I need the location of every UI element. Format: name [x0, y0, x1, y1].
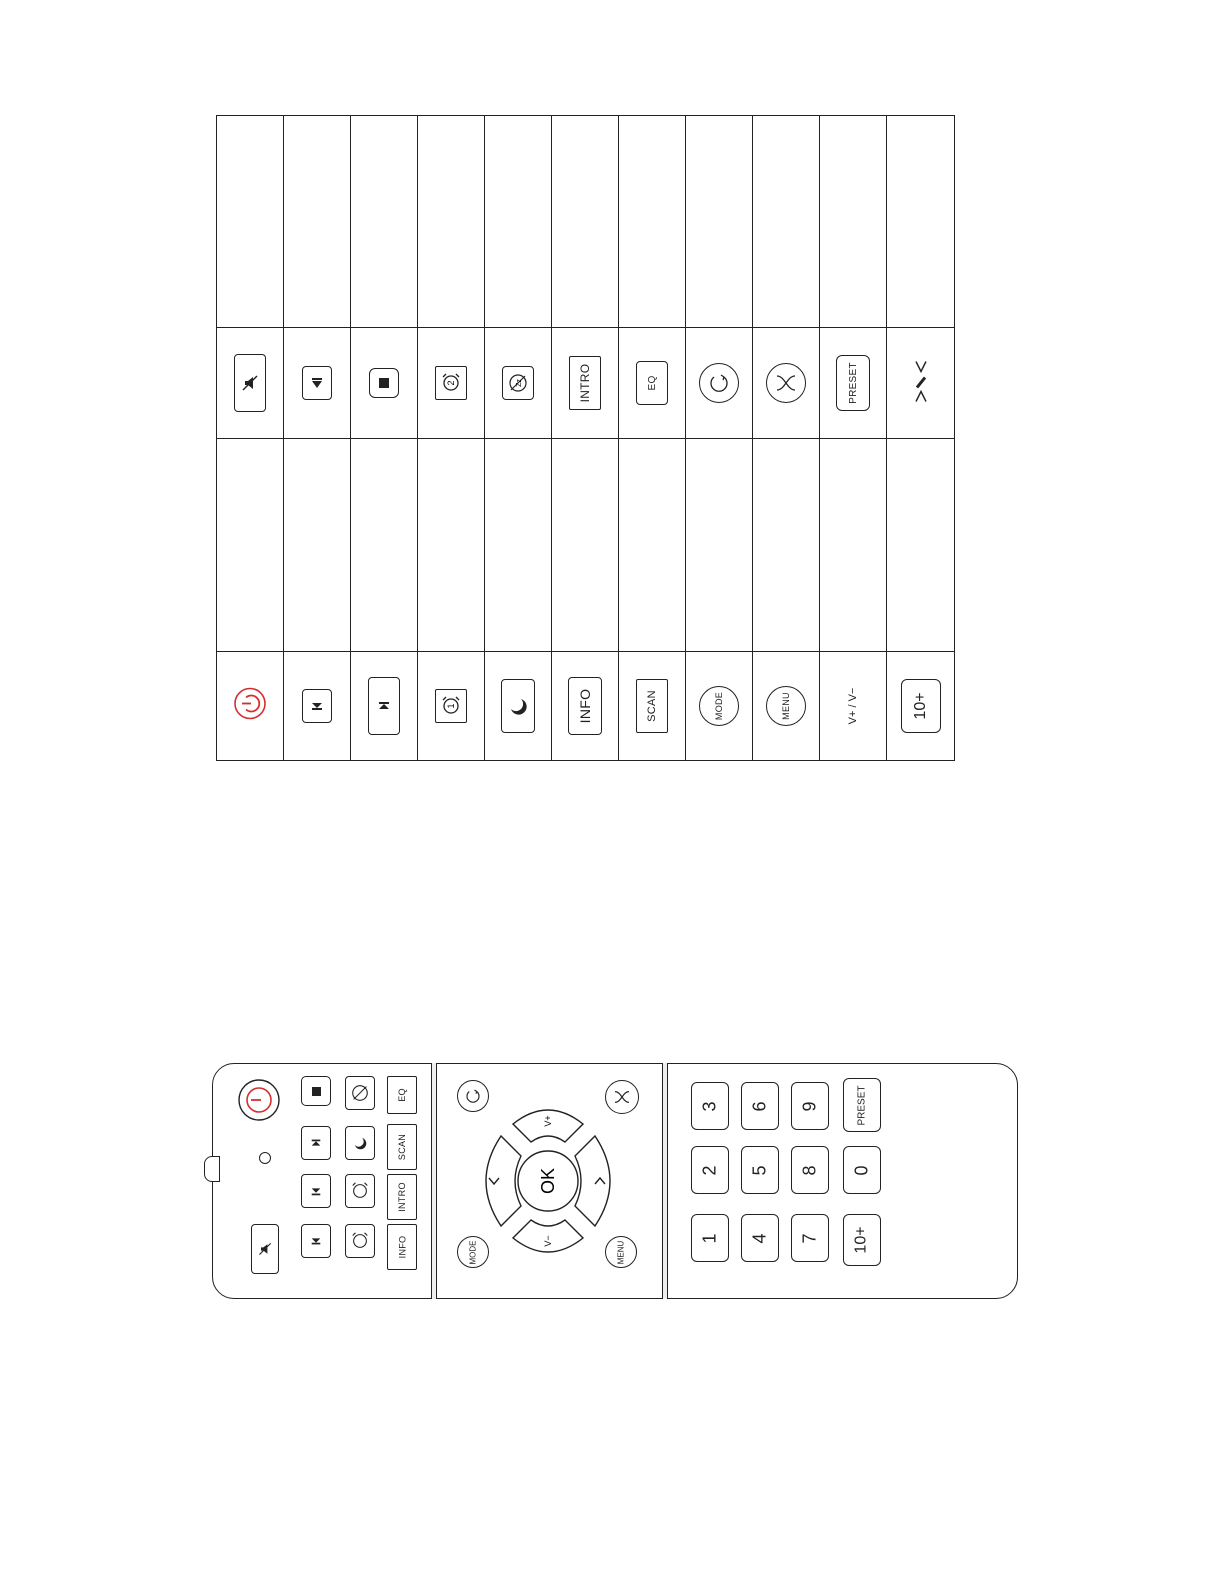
remote-divider — [431, 1063, 437, 1299]
table-column — [886, 115, 955, 760]
desc-cell — [350, 438, 418, 652]
skip-forward-icon — [368, 677, 400, 735]
snooze-label: Zz — [516, 379, 523, 387]
remote-scan-button[interactable] — [387, 1124, 417, 1170]
desc-cell — [283, 438, 351, 652]
remote-intro-button[interactable] — [387, 1174, 417, 1220]
alarm-2-label: 2 — [446, 380, 456, 386]
remote-info-label: INFO — [396, 1235, 407, 1259]
icon-cell — [350, 651, 418, 761]
icon-cell — [886, 651, 955, 761]
desc-cell — [618, 115, 686, 328]
dpad-right[interactable] — [575, 1136, 610, 1226]
remote-led — [259, 1152, 271, 1164]
icon-cell — [685, 651, 753, 761]
remote-vminus-label: V− — [543, 1235, 553, 1247]
desc-cell — [216, 438, 284, 652]
preset-key[interactable]: PRESET — [843, 1078, 881, 1132]
icon-cell — [417, 327, 485, 439]
desc-cell — [819, 115, 887, 328]
remote-eq-label: EQ — [396, 1088, 407, 1102]
icon-cell — [283, 327, 351, 439]
desc-cell — [752, 115, 820, 328]
desc-cell — [551, 115, 619, 328]
remote-skip-back-button[interactable] — [301, 1224, 331, 1258]
remote-alarm-1-button[interactable] — [345, 1224, 375, 1258]
num-key-9[interactable]: 9 — [791, 1082, 829, 1130]
desc-cell — [350, 115, 418, 328]
desc-cell — [484, 438, 552, 652]
remote-skip-forward-button[interactable] — [301, 1126, 331, 1160]
ten-plus-key[interactable]: 10+ — [843, 1214, 881, 1266]
menu-label: MENU — [781, 692, 791, 720]
remote-divider — [662, 1063, 668, 1299]
alarm-1-label: 1 — [446, 703, 456, 709]
desc-cell — [417, 438, 485, 652]
num-key-0[interactable]: 0 — [843, 1146, 881, 1194]
desc-cell — [618, 438, 686, 652]
table-column — [752, 115, 820, 760]
remote-play-pause-button[interactable] — [301, 1174, 331, 1208]
ten-plus-key — [901, 679, 941, 733]
desc-cell — [283, 115, 351, 328]
repeat-icon — [699, 363, 739, 403]
volume-label: V+ / V− — [847, 687, 859, 725]
num-key-5[interactable]: 5 — [741, 1146, 779, 1194]
remote-dpad[interactable] — [473, 1096, 623, 1266]
icon-cell — [685, 327, 753, 439]
num-key-7[interactable]: 7 — [791, 1214, 829, 1262]
icon-cell — [417, 651, 485, 761]
desc-cell — [752, 438, 820, 652]
eq-key — [636, 361, 668, 405]
menu-key — [766, 686, 806, 726]
button-legend-table — [216, 115, 959, 760]
remote-menu-label: MENU — [616, 1240, 626, 1264]
remote-intro-label: INTRO — [397, 1182, 407, 1212]
desc-cell — [886, 115, 955, 328]
desc-cell — [685, 115, 753, 328]
table-column — [685, 115, 753, 760]
remote-snooze-button[interactable] — [345, 1076, 375, 1110]
intro-label: INTRO — [578, 363, 592, 403]
intro-key — [569, 356, 601, 410]
num-key-8[interactable]: 8 — [791, 1146, 829, 1194]
remote-alarm-2-button[interactable] — [345, 1174, 375, 1208]
table-column — [283, 115, 351, 760]
table-column — [551, 115, 619, 760]
table-column — [350, 115, 418, 760]
desc-cell — [685, 438, 753, 652]
play-pause-icon — [302, 366, 332, 400]
desc-cell — [551, 438, 619, 652]
preset-label: PRESET — [847, 362, 859, 404]
scan-key — [636, 679, 668, 733]
num-key-6[interactable]: 6 — [741, 1082, 779, 1130]
remote-lanyard-knob — [204, 1156, 220, 1182]
num-key-1[interactable]: 1 — [691, 1214, 729, 1262]
remote-eq-button[interactable] — [387, 1076, 417, 1114]
alarm-1-icon — [435, 689, 467, 723]
info-key — [568, 677, 602, 735]
desc-cell — [886, 438, 955, 652]
eq-label: EQ — [646, 375, 658, 391]
icon-cell — [752, 327, 820, 439]
desc-cell — [819, 438, 887, 652]
table-column — [819, 115, 887, 760]
icon-cell — [551, 651, 619, 761]
info-label: INFO — [577, 688, 593, 724]
icon-cell — [618, 327, 686, 439]
remote-stop-button[interactable] — [301, 1076, 331, 1106]
icon-cell — [752, 651, 820, 761]
table-column — [484, 115, 552, 760]
icon-cell — [216, 327, 284, 439]
nav-left-right-icon — [908, 358, 934, 409]
mode-label: MODE — [714, 691, 724, 721]
remote-mute-button[interactable] — [251, 1224, 279, 1274]
power-icon — [233, 687, 267, 726]
table-column — [216, 115, 284, 760]
mode-key — [699, 686, 739, 726]
icon-cell — [283, 651, 351, 761]
table-column — [618, 115, 686, 760]
snooze-icon — [502, 366, 534, 400]
icon-cell — [618, 651, 686, 761]
volume-key — [847, 688, 859, 725]
icon-cell — [350, 327, 418, 439]
mute-icon — [234, 354, 266, 412]
remote-ok-label: OK — [538, 1167, 558, 1195]
scan-label: SCAN — [646, 690, 658, 722]
num-key-2[interactable]: 2 — [691, 1146, 729, 1194]
desc-cell — [484, 115, 552, 328]
remote-sleep-button[interactable] — [345, 1126, 375, 1160]
remote-control — [212, 1063, 1018, 1299]
ten-plus-label: 10+ — [911, 692, 929, 720]
remote-vplus-label: V+ — [543, 1115, 553, 1127]
num-key-3[interactable]: 3 — [691, 1082, 729, 1130]
icon-cell — [886, 327, 955, 439]
sleep-moon-icon — [501, 679, 535, 733]
alarm-2-icon — [435, 366, 467, 400]
remote-power-button[interactable] — [237, 1078, 281, 1127]
preset-key — [836, 355, 870, 411]
icon-cell — [484, 327, 552, 439]
desc-cell — [216, 115, 284, 328]
icon-cell — [819, 651, 887, 761]
icon-cell — [819, 327, 887, 439]
icon-cell — [216, 651, 284, 761]
num-key-4[interactable]: 4 — [741, 1214, 779, 1262]
table-column — [417, 115, 485, 760]
remote-info-button[interactable] — [387, 1224, 417, 1270]
icon-cell — [551, 327, 619, 439]
shuffle-icon — [766, 363, 806, 403]
remote-mode-label: MODE — [468, 1240, 478, 1264]
desc-cell — [417, 115, 485, 328]
skip-back-icon — [302, 689, 332, 723]
icon-cell — [484, 651, 552, 761]
remote-scan-label: SCAN — [397, 1133, 407, 1161]
stop-icon — [369, 368, 399, 398]
